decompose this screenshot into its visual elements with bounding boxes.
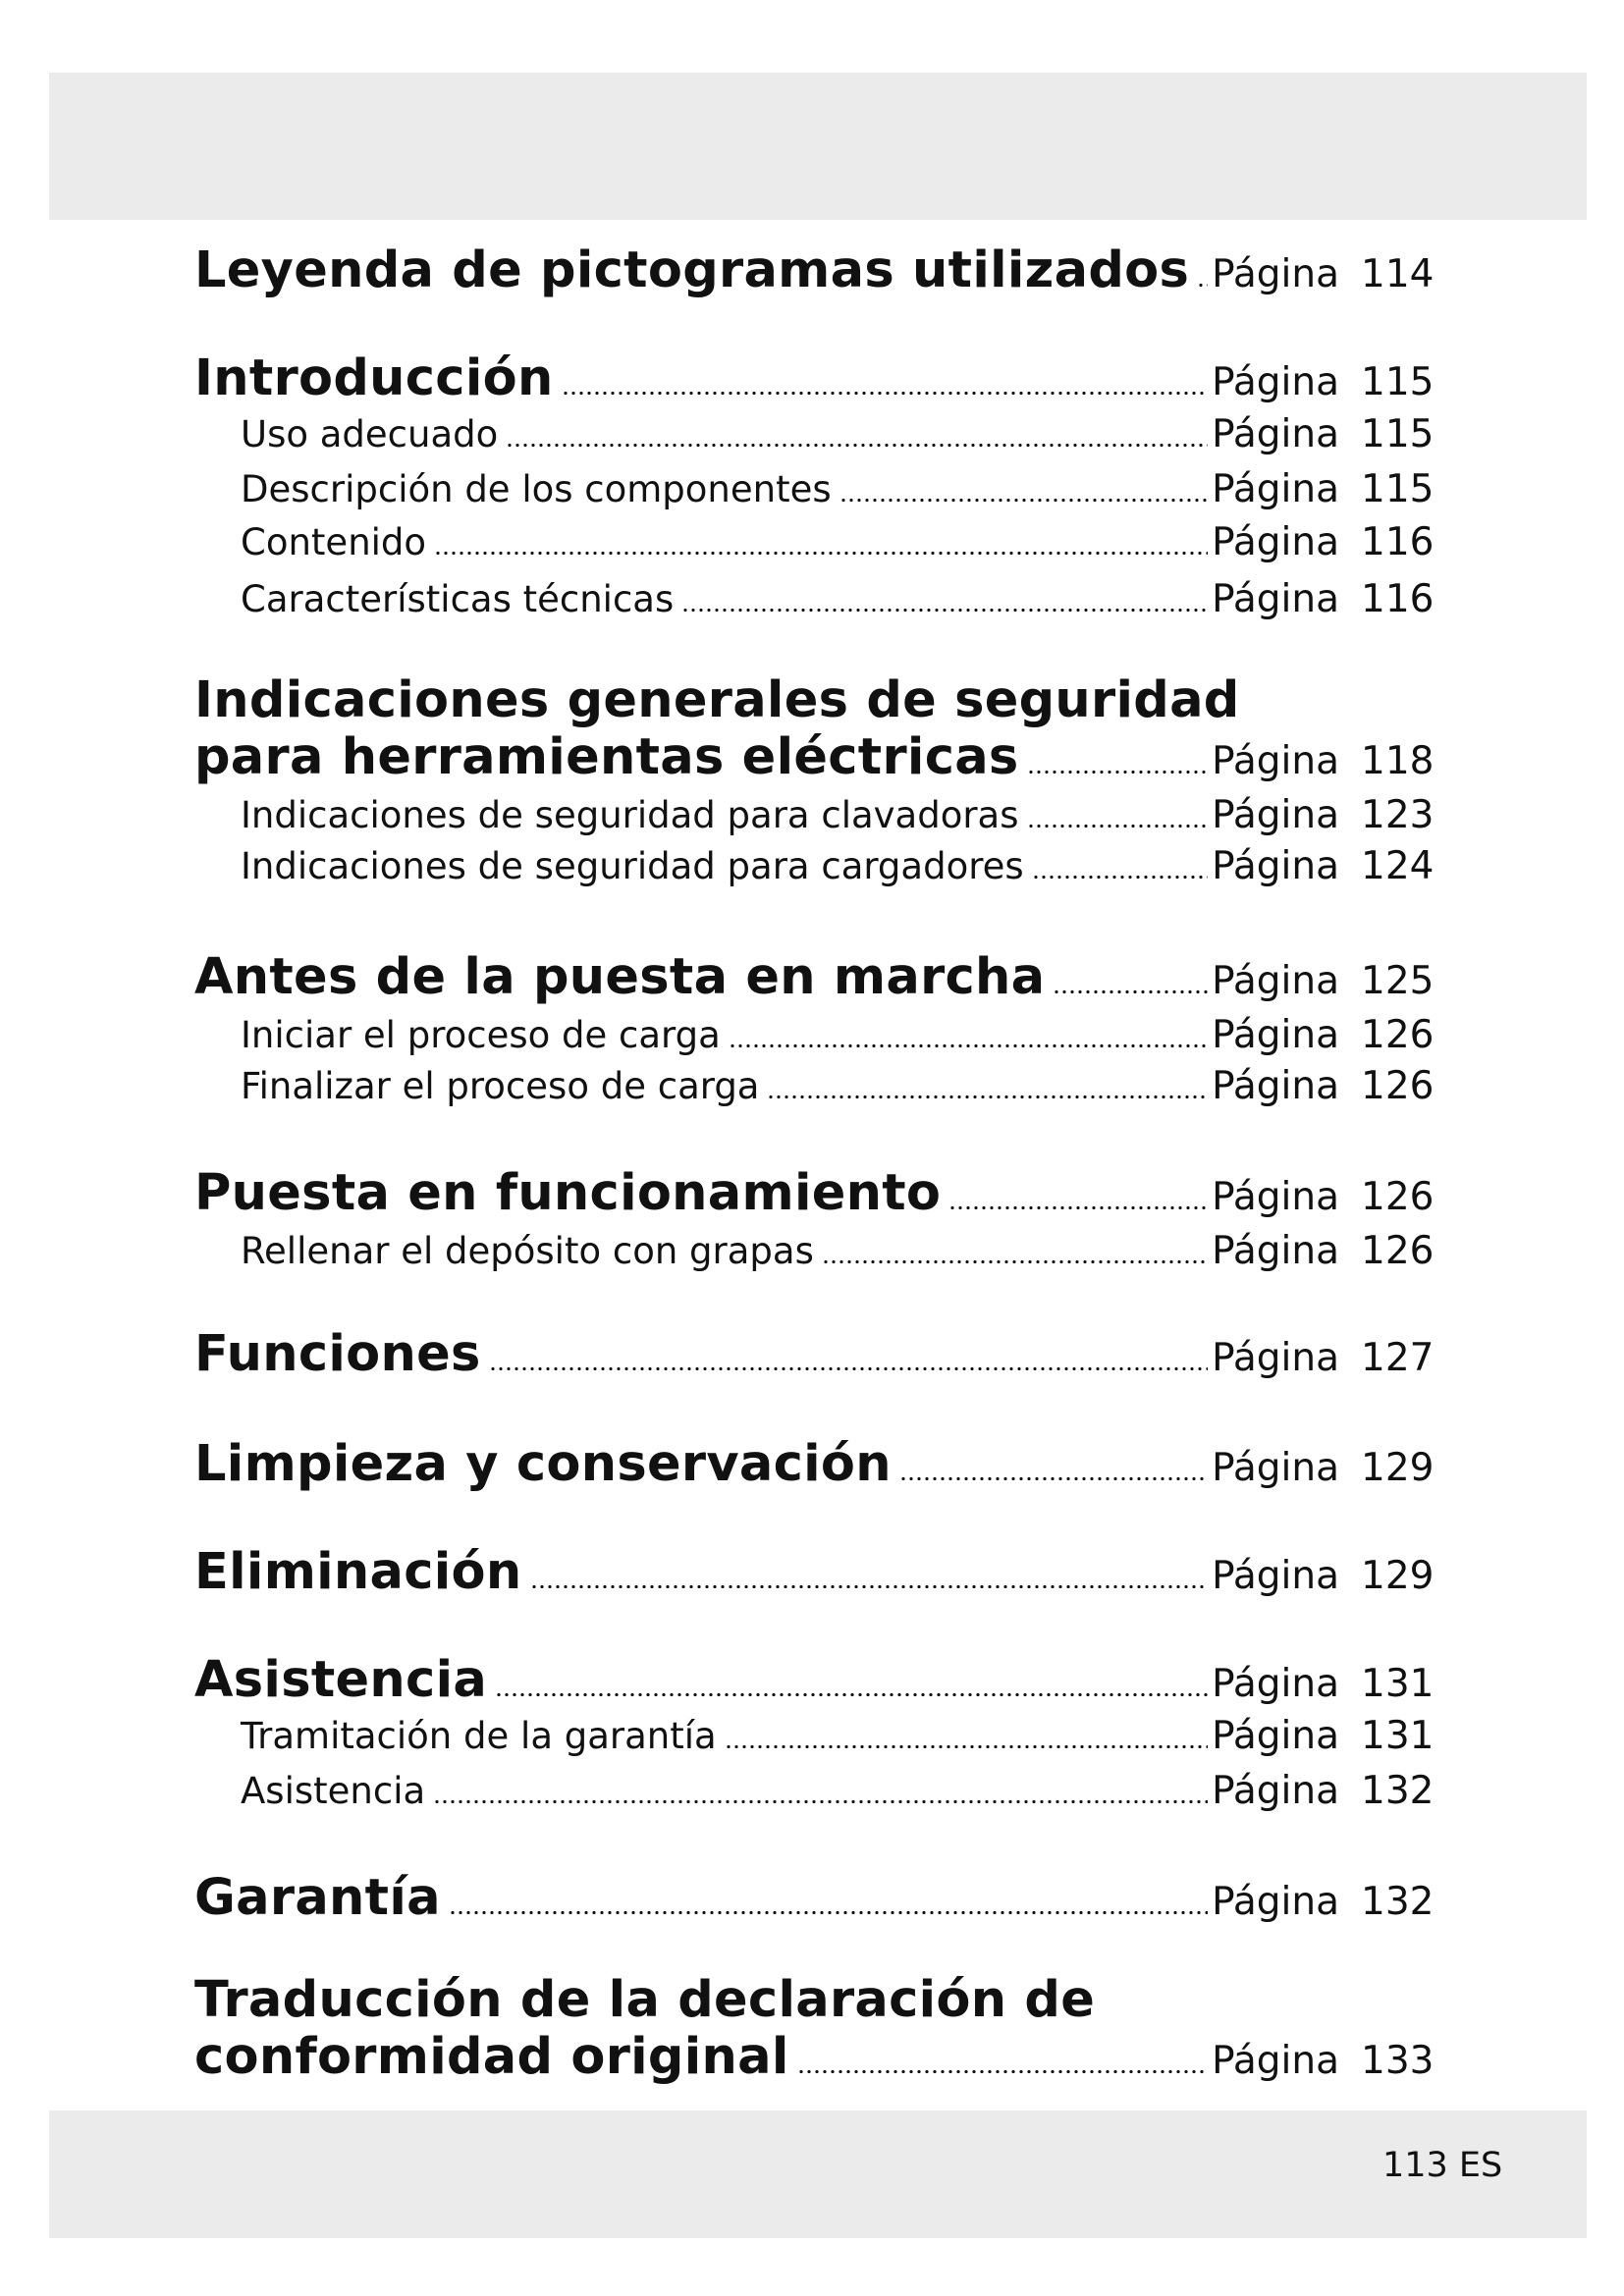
- toc-subtitle: Características técnicas: [241, 578, 675, 620]
- toc-page-ref: Página 133: [1212, 2039, 1435, 2083]
- toc-subtitle: Asistencia: [241, 1770, 426, 1812]
- dot-leader: [434, 552, 1208, 555]
- dot-leader: [1027, 825, 1209, 828]
- toc-title: Puesta en funcionamiento: [194, 1164, 942, 1222]
- toc-subtitle: Finalizar el proceso de carga: [241, 1065, 760, 1107]
- toc-page-ref: Página 115: [1212, 360, 1435, 404]
- dot-leader: [767, 1095, 1208, 1098]
- dot-leader: [729, 1044, 1208, 1047]
- dot-leader: [681, 609, 1208, 612]
- toc-entry-introduccion[interactable]: [194, 349, 1435, 407]
- toc-subentry-descripcion[interactable]: [241, 467, 1435, 511]
- toc-title: Eliminación: [194, 1543, 522, 1601]
- toc-entry-eliminacion[interactable]: [194, 1543, 1435, 1601]
- dot-leader: [1197, 284, 1208, 287]
- toc-page-ref: Página 126: [1212, 1175, 1435, 1219]
- dot-leader: [1053, 990, 1208, 993]
- toc-title: Asistencia: [194, 1651, 488, 1709]
- dot-leader: [797, 2070, 1209, 2073]
- dot-leader: [530, 1585, 1209, 1588]
- toc-entry-asistencia[interactable]: [194, 1651, 1435, 1709]
- toc-title: Garantía: [194, 1869, 441, 1927]
- footer-band: [49, 2110, 1587, 2238]
- dot-leader: [839, 499, 1208, 502]
- toc-subentry-rellenar-deposito[interactable]: [241, 1229, 1435, 1273]
- toc-entry-garantia[interactable]: [194, 1869, 1435, 1927]
- toc-page-ref: Página 116: [1212, 577, 1435, 621]
- toc-subentry-asistencia[interactable]: [241, 1769, 1435, 1813]
- toc-page-ref: Página 129: [1212, 1554, 1435, 1598]
- toc-page-ref: Página 115: [1212, 412, 1435, 456]
- toc-subentry-caracteristicas[interactable]: [241, 577, 1435, 621]
- dot-leader: [562, 392, 1209, 395]
- toc-title: Introducción: [194, 349, 554, 407]
- toc-subtitle: Indicaciones de seguridad para cargadores: [241, 845, 1024, 887]
- dot-leader: [449, 1911, 1208, 1914]
- dot-leader: [489, 1367, 1209, 1370]
- dot-leader: [899, 1477, 1208, 1480]
- toc-page-ref: Página 118: [1212, 739, 1435, 783]
- toc-subentry-contenido[interactable]: [241, 520, 1435, 564]
- toc-title-line1[interactable]: Traducción de la declaración de: [194, 1971, 1096, 2029]
- toc-title: Funciones: [194, 1325, 481, 1383]
- toc-subtitle: Rellenar el depósito con grapas: [241, 1230, 814, 1272]
- toc-page-ref: Página 127: [1212, 1336, 1435, 1380]
- toc-subentry-cargadores[interactable]: [241, 844, 1435, 888]
- toc-page-ref: Página 131: [1212, 1662, 1435, 1706]
- toc-subtitle: Contenido: [241, 521, 427, 563]
- toc-subentry-tramitacion-garantia[interactable]: [241, 1714, 1435, 1758]
- toc-page-ref: Página 126: [1212, 1064, 1435, 1108]
- toc-page-ref: Página 129: [1212, 1446, 1435, 1490]
- dot-leader: [948, 1206, 1208, 1209]
- dot-leader: [1027, 771, 1209, 774]
- dot-leader: [822, 1260, 1208, 1263]
- toc-entry-funciones[interactable]: [194, 1325, 1435, 1383]
- toc-subentry-uso-adecuado[interactable]: [241, 412, 1435, 456]
- toc-subentry-clavadoras[interactable]: [241, 793, 1435, 837]
- dot-leader: [1032, 876, 1208, 879]
- toc-entry-limpieza[interactable]: [194, 1435, 1435, 1493]
- toc-page-ref: Página 116: [1212, 520, 1435, 564]
- toc-subtitle: Indicaciones de seguridad para clavadoras: [241, 794, 1019, 836]
- toc-entry-antes-puesta[interactable]: [194, 948, 1435, 1006]
- toc-page-ref: Página 132: [1212, 1880, 1435, 1924]
- toc-title: para herramientas eléctricas: [194, 728, 1019, 786]
- toc-page-ref: Página 124: [1212, 844, 1435, 888]
- toc-entry-puesta-funcionamiento[interactable]: [194, 1164, 1435, 1222]
- toc-page-ref: Página 125: [1212, 959, 1435, 1003]
- toc-page-ref: Página 115: [1212, 467, 1435, 511]
- dot-leader: [433, 1800, 1208, 1803]
- toc-subentry-iniciar-carga[interactable]: [241, 1013, 1435, 1057]
- toc-page-ref: Página 132: [1212, 1769, 1435, 1813]
- toc-entry-declaracion[interactable]: [194, 2028, 1435, 2086]
- toc-page-ref: Página 114: [1212, 252, 1435, 296]
- dot-leader: [495, 1693, 1208, 1696]
- toc-page-ref: Página 126: [1212, 1013, 1435, 1057]
- toc-title-line1[interactable]: Indicaciones generales de seguridad: [194, 671, 1240, 729]
- toc-subtitle: Uso adecuado: [241, 413, 499, 455]
- toc-page-ref: Página 126: [1212, 1229, 1435, 1273]
- page-number: 113 ES: [1382, 2146, 1503, 2185]
- dot-leader: [506, 444, 1208, 447]
- toc-page-ref: Página 131: [1212, 1714, 1435, 1758]
- toc-title: Limpieza y conservación: [194, 1435, 892, 1493]
- toc-subtitle: Tramitación de la garantía: [241, 1715, 717, 1757]
- toc-page-ref: Página 123: [1212, 793, 1435, 837]
- toc-entry-indicaciones-generales[interactable]: [194, 728, 1435, 786]
- toc-subentry-finalizar-carga[interactable]: [241, 1064, 1435, 1108]
- toc-entry-leyenda[interactable]: [194, 241, 1435, 299]
- toc-title: conformidad original: [194, 2028, 789, 2086]
- toc-title: Leyenda de pictogramas utilizados: [194, 241, 1190, 299]
- toc-subtitle: Descripción de los componentes: [241, 468, 832, 510]
- toc-subtitle: Iniciar el proceso de carga: [241, 1014, 721, 1056]
- toc-title: Antes de la puesta en marcha: [194, 948, 1046, 1006]
- dot-leader: [725, 1745, 1208, 1748]
